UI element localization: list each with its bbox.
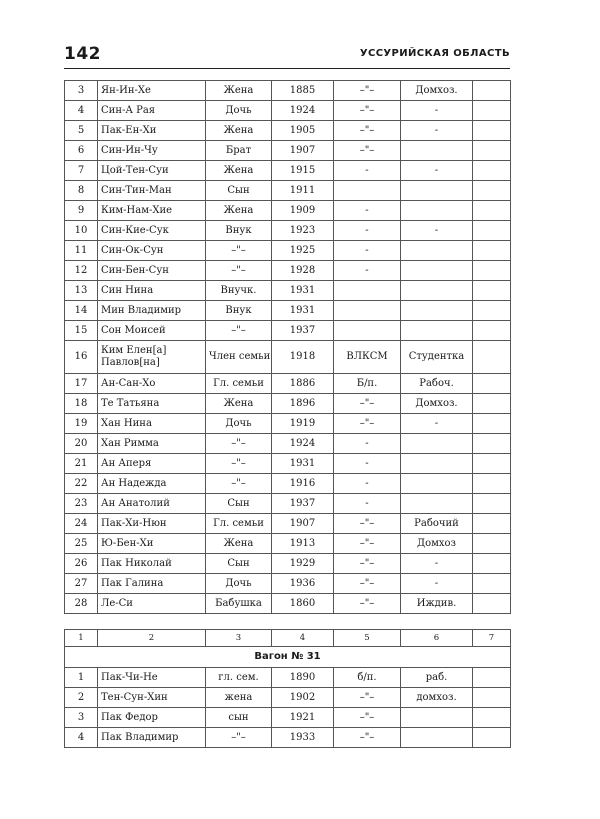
relation-cell: –"–	[206, 474, 272, 494]
name-cell: Син-Тин-Ман	[98, 181, 206, 201]
occupation-cell: домхоз.	[401, 688, 473, 708]
birth-year-cell: 1937	[272, 494, 334, 514]
name-cell: Тен-Сун-Хин	[98, 688, 206, 708]
name-cell: Те Татьяна	[98, 394, 206, 414]
notes-cell	[473, 534, 511, 554]
notes-cell	[473, 594, 511, 614]
party-cell	[334, 181, 401, 201]
table-row	[65, 434, 511, 454]
relation-cell: Внук	[206, 301, 272, 321]
wagon-title-row	[65, 647, 511, 668]
birth-year-cell: 1885	[272, 81, 334, 101]
row-number-cell: 28	[65, 594, 98, 614]
relation-cell: Дочь	[206, 414, 272, 434]
row-number-cell: 5	[65, 121, 98, 141]
occupation-cell	[401, 301, 473, 321]
row-number-cell: 22	[65, 474, 98, 494]
table-row	[65, 554, 511, 574]
relation-cell: гл. сем.	[206, 668, 272, 688]
notes-cell	[473, 321, 511, 341]
party-cell: Б/п.	[334, 374, 401, 394]
name-cell: Пак Николай	[98, 554, 206, 574]
occupation-cell	[401, 728, 473, 748]
birth-year-cell: 1924	[272, 434, 334, 454]
table-row	[65, 394, 511, 414]
notes-cell	[473, 434, 511, 454]
notes-cell	[473, 181, 511, 201]
occupation-cell: -	[401, 574, 473, 594]
occupation-cell: Домхоз.	[401, 394, 473, 414]
relation-cell: Внучк.	[206, 281, 272, 301]
header-rule	[64, 68, 510, 69]
table-row	[65, 374, 511, 394]
column-number-row	[65, 630, 511, 647]
row-number-cell: 23	[65, 494, 98, 514]
relation-cell: Член семьи	[206, 341, 272, 374]
relation-cell: –"–	[206, 434, 272, 454]
birth-year-cell: 1916	[272, 474, 334, 494]
party-cell: -	[334, 221, 401, 241]
name-cell: Син-Кие-Сук	[98, 221, 206, 241]
row-number-cell: 3	[65, 81, 98, 101]
party-cell: –"–	[334, 101, 401, 121]
table-row	[65, 728, 511, 748]
table-row	[65, 688, 511, 708]
row-number-cell: 4	[65, 728, 98, 748]
row-number-cell: 13	[65, 281, 98, 301]
relation-cell: жена	[206, 688, 272, 708]
birth-year-cell: 1907	[272, 514, 334, 534]
party-cell	[334, 321, 401, 341]
row-number-cell: 27	[65, 574, 98, 594]
row-number-cell: 17	[65, 374, 98, 394]
name-cell: Ан Аперя	[98, 454, 206, 474]
party-cell: –"–	[334, 688, 401, 708]
party-cell: –"–	[334, 708, 401, 728]
occupation-cell	[401, 201, 473, 221]
party-cell: –"–	[334, 554, 401, 574]
name-cell: Хан Нина	[98, 414, 206, 434]
relation-cell: –"–	[206, 241, 272, 261]
name-cell: Сон Моисей	[98, 321, 206, 341]
birth-year-cell: 1928	[272, 261, 334, 281]
wagon-table	[64, 629, 511, 748]
birth-year-cell: 1933	[272, 728, 334, 748]
party-cell: –"–	[334, 534, 401, 554]
occupation-cell: -	[401, 101, 473, 121]
occupation-cell	[401, 181, 473, 201]
row-number-cell: 20	[65, 434, 98, 454]
birth-year-cell: 1924	[272, 101, 334, 121]
table-row	[65, 494, 511, 514]
relation-cell: Жена	[206, 161, 272, 181]
notes-cell	[473, 514, 511, 534]
notes-cell	[473, 708, 511, 728]
row-number-cell: 24	[65, 514, 98, 534]
column-number-cell: 6	[401, 630, 473, 647]
notes-cell	[473, 668, 511, 688]
name-cell: Пак-Хи-Нюн	[98, 514, 206, 534]
occupation-cell	[401, 454, 473, 474]
name-cell: Пак Владимир	[98, 728, 206, 748]
row-number-cell: 19	[65, 414, 98, 434]
page-number: 142	[64, 44, 101, 64]
relation-cell: Гл. семьи	[206, 514, 272, 534]
name-cell: Син-Бен-Сун	[98, 261, 206, 281]
occupation-cell: -	[401, 161, 473, 181]
notes-cell	[473, 241, 511, 261]
birth-year-cell: 1911	[272, 181, 334, 201]
notes-cell	[473, 121, 511, 141]
occupation-cell	[401, 708, 473, 728]
row-number-cell: 21	[65, 454, 98, 474]
relation-cell: Жена	[206, 534, 272, 554]
relation-cell: Бабушка	[206, 594, 272, 614]
birth-year-cell: 1937	[272, 321, 334, 341]
table-row	[65, 141, 511, 161]
relation-cell: –"–	[206, 454, 272, 474]
relation-cell: Сын	[206, 181, 272, 201]
name-cell: Ле-Си	[98, 594, 206, 614]
table-row	[65, 281, 511, 301]
column-number-cell: 2	[98, 630, 206, 647]
relation-cell: сын	[206, 708, 272, 728]
occupation-cell: -	[401, 121, 473, 141]
party-cell: –"–	[334, 394, 401, 414]
notes-cell	[473, 374, 511, 394]
table-row	[65, 241, 511, 261]
table-row	[65, 594, 511, 614]
table-row	[65, 414, 511, 434]
birth-year-cell: 1923	[272, 221, 334, 241]
table-row	[65, 101, 511, 121]
party-cell: -	[334, 434, 401, 454]
row-number-cell: 7	[65, 161, 98, 181]
notes-cell	[473, 394, 511, 414]
notes-cell	[473, 341, 511, 374]
party-cell: -	[334, 261, 401, 281]
birth-year-cell: 1929	[272, 554, 334, 574]
table-row	[65, 534, 511, 554]
name-cell: Хан Римма	[98, 434, 206, 454]
relation-cell: Внук	[206, 221, 272, 241]
notes-cell	[473, 101, 511, 121]
relation-cell: –"–	[206, 728, 272, 748]
wagon-title: Вагон № 31	[65, 647, 511, 668]
table-row	[65, 181, 511, 201]
occupation-cell: Домхоз.	[401, 81, 473, 101]
name-cell: Пак Федор	[98, 708, 206, 728]
row-number-cell: 3	[65, 708, 98, 728]
occupation-cell: -	[401, 221, 473, 241]
relation-cell: Жена	[206, 201, 272, 221]
party-cell: -	[334, 474, 401, 494]
family-table	[64, 80, 511, 614]
table-row	[65, 668, 511, 688]
name-cell: Син-А Рая	[98, 101, 206, 121]
birth-year-cell: 1931	[272, 281, 334, 301]
notes-cell	[473, 474, 511, 494]
name-cell: Син-Ин-Чу	[98, 141, 206, 161]
row-number-cell: 18	[65, 394, 98, 414]
name-cell: Ю-Бен-Хи	[98, 534, 206, 554]
occupation-cell: Домхоз	[401, 534, 473, 554]
notes-cell	[473, 261, 511, 281]
row-number-cell: 15	[65, 321, 98, 341]
column-number-cell: 4	[272, 630, 334, 647]
name-cell: Син Нина	[98, 281, 206, 301]
occupation-cell	[401, 281, 473, 301]
relation-cell: Гл. семьи	[206, 374, 272, 394]
name-cell: Син-Ок-Сун	[98, 241, 206, 261]
occupation-cell: Рабоч.	[401, 374, 473, 394]
birth-year-cell: 1936	[272, 574, 334, 594]
row-number-cell: 8	[65, 181, 98, 201]
relation-cell: –"–	[206, 261, 272, 281]
birth-year-cell: 1860	[272, 594, 334, 614]
party-cell: –"–	[334, 81, 401, 101]
row-number-cell: 6	[65, 141, 98, 161]
occupation-cell	[401, 261, 473, 281]
table-row	[65, 261, 511, 281]
column-number-cell: 1	[65, 630, 98, 647]
table-row	[65, 201, 511, 221]
table-row	[65, 514, 511, 534]
row-number-cell: 16	[65, 341, 98, 374]
party-cell: -	[334, 241, 401, 261]
birth-year-cell: 1915	[272, 161, 334, 181]
notes-cell	[473, 728, 511, 748]
wagon-table-body	[65, 630, 511, 748]
occupation-cell: раб.	[401, 668, 473, 688]
occupation-cell	[401, 141, 473, 161]
birth-year-cell: 1905	[272, 121, 334, 141]
birth-year-cell: 1886	[272, 374, 334, 394]
relation-cell: Жена	[206, 121, 272, 141]
birth-year-cell: 1919	[272, 414, 334, 434]
column-number-cell: 5	[334, 630, 401, 647]
relation-cell: Сын	[206, 554, 272, 574]
name-cell: Цой-Тен-Суи	[98, 161, 206, 181]
notes-cell	[473, 281, 511, 301]
row-number-cell: 2	[65, 688, 98, 708]
table-row	[65, 221, 511, 241]
table-row	[65, 121, 511, 141]
party-cell	[334, 301, 401, 321]
party-cell: ВЛКСМ	[334, 341, 401, 374]
birth-year-cell: 1921	[272, 708, 334, 728]
notes-cell	[473, 221, 511, 241]
party-cell: б/п.	[334, 668, 401, 688]
name-cell: Ким Елен[а] Павлов[на]	[98, 341, 206, 374]
notes-cell	[473, 301, 511, 321]
relation-cell: Дочь	[206, 574, 272, 594]
column-number-cell: 7	[473, 630, 511, 647]
relation-cell: Дочь	[206, 101, 272, 121]
party-cell: -	[334, 454, 401, 474]
table-row	[65, 474, 511, 494]
birth-year-cell: 1918	[272, 341, 334, 374]
page-title: УССУРИЙСКАЯ ОБЛАСТЬ	[359, 48, 510, 59]
row-number-cell: 9	[65, 201, 98, 221]
notes-cell	[473, 414, 511, 434]
occupation-cell: Иждив.	[401, 594, 473, 614]
party-cell: –"–	[334, 414, 401, 434]
birth-year-cell: 1890	[272, 668, 334, 688]
party-cell: -	[334, 161, 401, 181]
occupation-cell: -	[401, 414, 473, 434]
occupation-cell	[401, 494, 473, 514]
birth-year-cell: 1902	[272, 688, 334, 708]
occupation-cell: Студентка	[401, 341, 473, 374]
relation-cell: Брат	[206, 141, 272, 161]
party-cell: –"–	[334, 594, 401, 614]
notes-cell	[473, 688, 511, 708]
row-number-cell: 12	[65, 261, 98, 281]
occupation-cell: -	[401, 554, 473, 574]
row-number-cell: 14	[65, 301, 98, 321]
party-cell: –"–	[334, 728, 401, 748]
occupation-cell	[401, 321, 473, 341]
notes-cell	[473, 574, 511, 594]
party-cell: –"–	[334, 121, 401, 141]
name-cell: Пак-Чи-Не	[98, 668, 206, 688]
party-cell: –"–	[334, 141, 401, 161]
table-row	[65, 301, 511, 321]
birth-year-cell: 1909	[272, 201, 334, 221]
relation-cell: Жена	[206, 81, 272, 101]
occupation-cell	[401, 241, 473, 261]
occupation-cell	[401, 474, 473, 494]
table-row	[65, 321, 511, 341]
party-cell: -	[334, 494, 401, 514]
row-number-cell: 4	[65, 101, 98, 121]
relation-cell: Сын	[206, 494, 272, 514]
notes-cell	[473, 161, 511, 181]
row-number-cell: 11	[65, 241, 98, 261]
name-cell: Ян-Ин-Хе	[98, 81, 206, 101]
relation-cell: Жена	[206, 394, 272, 414]
name-cell: Пак Галина	[98, 574, 206, 594]
relation-cell: –"–	[206, 321, 272, 341]
notes-cell	[473, 141, 511, 161]
row-number-cell: 25	[65, 534, 98, 554]
notes-cell	[473, 494, 511, 514]
occupation-cell	[401, 434, 473, 454]
page-header	[64, 44, 510, 70]
table-row	[65, 341, 511, 374]
name-cell: Пак-Ен-Хи	[98, 121, 206, 141]
notes-cell	[473, 454, 511, 474]
birth-year-cell: 1925	[272, 241, 334, 261]
party-cell: –"–	[334, 574, 401, 594]
table-row	[65, 454, 511, 474]
birth-year-cell: 1896	[272, 394, 334, 414]
name-cell: Ким-Нам-Хие	[98, 201, 206, 221]
name-cell: Ан-Сан-Хо	[98, 374, 206, 394]
birth-year-cell: 1931	[272, 454, 334, 474]
table-row	[65, 81, 511, 101]
family-table-body	[65, 81, 511, 614]
birth-year-cell: 1931	[272, 301, 334, 321]
notes-cell	[473, 554, 511, 574]
party-cell: -	[334, 201, 401, 221]
notes-cell	[473, 81, 511, 101]
row-number-cell: 1	[65, 668, 98, 688]
birth-year-cell: 1913	[272, 534, 334, 554]
row-number-cell: 26	[65, 554, 98, 574]
name-cell: Мин Владимир	[98, 301, 206, 321]
table-row	[65, 708, 511, 728]
table-row	[65, 161, 511, 181]
occupation-cell: Рабочий	[401, 514, 473, 534]
notes-cell	[473, 201, 511, 221]
column-number-cell: 3	[206, 630, 272, 647]
row-number-cell: 10	[65, 221, 98, 241]
name-cell: Ан Надежда	[98, 474, 206, 494]
party-cell	[334, 281, 401, 301]
birth-year-cell: 1907	[272, 141, 334, 161]
table-row	[65, 574, 511, 594]
party-cell: –"–	[334, 514, 401, 534]
name-cell: Ан Анатолий	[98, 494, 206, 514]
